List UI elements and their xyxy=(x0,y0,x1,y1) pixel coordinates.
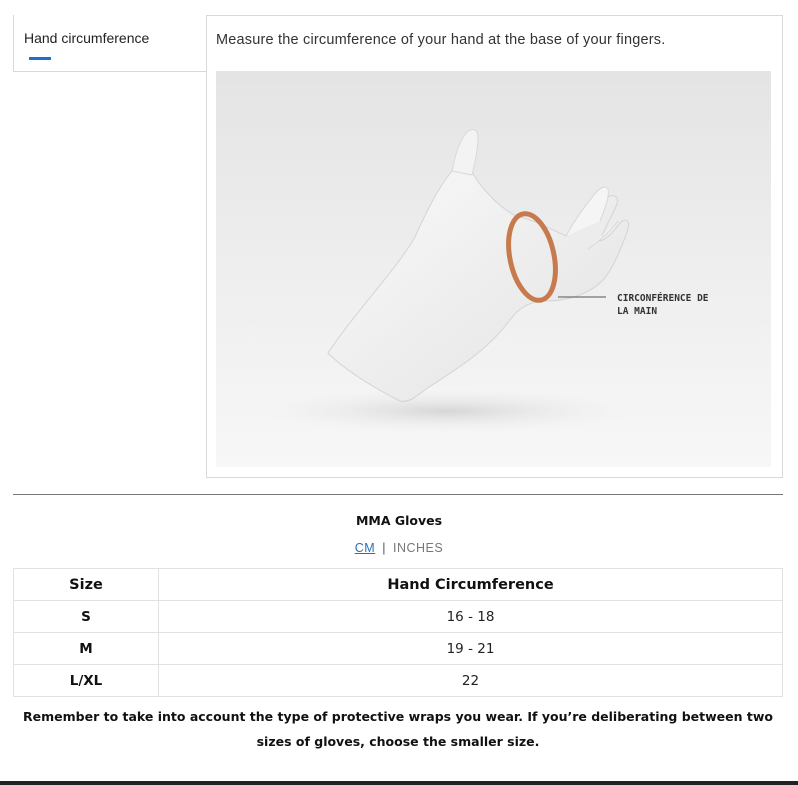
table-row xyxy=(14,665,783,697)
floor-shadow xyxy=(256,389,636,433)
circumference-cell: 19 - 21 xyxy=(159,633,783,665)
panel-border-bottom xyxy=(206,477,783,478)
sizing-footnote: Remember to take into account the type of protective wraps you wear. If you’re deliberating between two sizes of gloves, choose the smaller size. xyxy=(23,709,773,749)
table-row xyxy=(14,601,783,633)
size-cell: L/XL xyxy=(14,665,159,697)
circumference-cell: 22 xyxy=(159,665,783,697)
unit-toggle xyxy=(0,541,798,555)
panel-border-left xyxy=(206,71,207,478)
size-cell: S xyxy=(14,601,159,633)
circumference-cell: 16 - 18 xyxy=(159,601,783,633)
header-size: Size xyxy=(14,569,159,601)
section-divider xyxy=(13,494,783,495)
table-row xyxy=(14,633,783,665)
bottom-edge xyxy=(0,781,798,785)
measure-instruction: Measure the circumference of your hand at the base of your fingers. xyxy=(216,32,666,48)
size-chart-table xyxy=(13,568,783,697)
unit-cm-link[interactable]: CM xyxy=(354,541,376,555)
product-title: MMA Gloves xyxy=(355,513,443,528)
hand-measurement-illustration xyxy=(216,71,771,467)
annotation-label-line1: CIRCONFÉRENCE DE xyxy=(617,293,709,304)
table-header-row xyxy=(14,569,783,601)
header-hand-circumference: Hand Circumference xyxy=(159,569,783,601)
tab-label[interactable]: Hand circumference xyxy=(24,30,150,46)
active-tab-indicator xyxy=(29,57,51,60)
annotation-label-line2: LA MAIN xyxy=(617,306,658,317)
hand-illustration-svg xyxy=(216,71,771,467)
unit-separator: | xyxy=(382,541,386,555)
unit-inches-link[interactable]: INCHES xyxy=(392,541,444,555)
size-cell: M xyxy=(14,633,159,665)
panel-border-right xyxy=(782,15,783,478)
